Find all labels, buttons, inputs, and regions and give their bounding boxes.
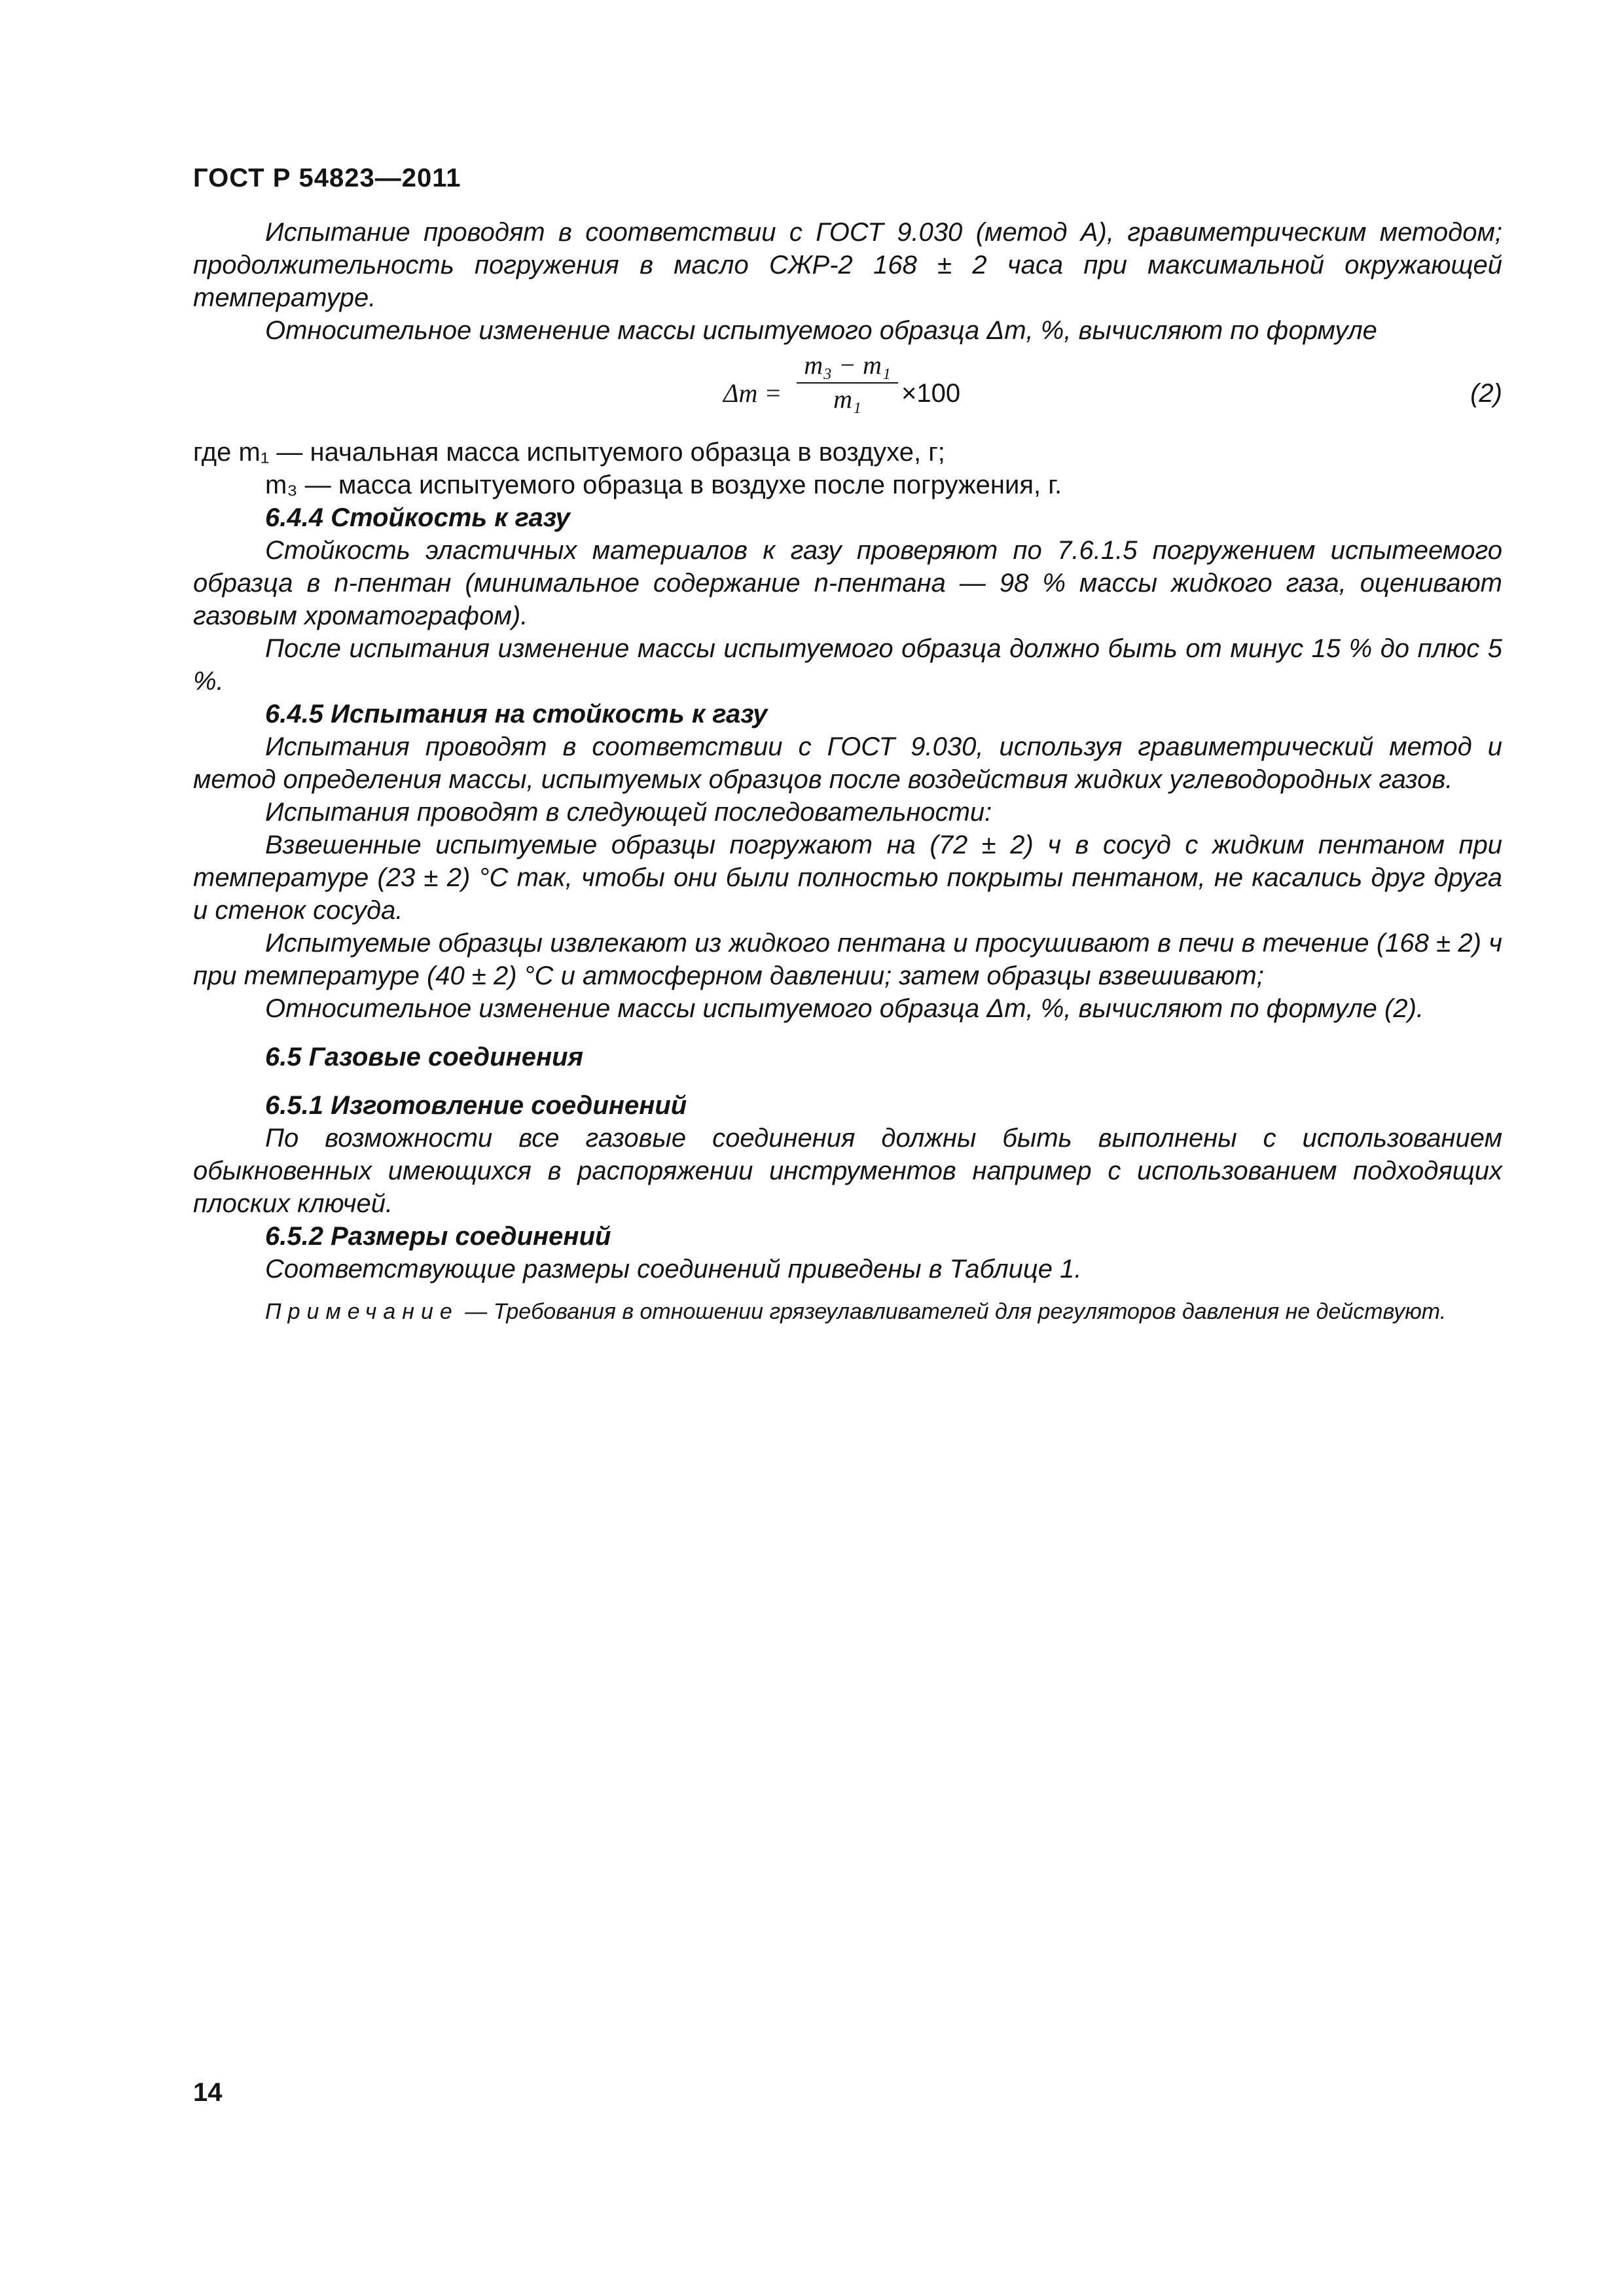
paragraph-dimensions: Соответствующие размеры соединений приведены в Таблице 1. [265, 1255, 1082, 1283]
formula-lhs: Δm = [723, 378, 782, 408]
document-header: ГОСТ Р 54823—2011 [193, 164, 461, 192]
formula-numerator: m₃ − m₁ [804, 350, 891, 380]
heading-6-4-5: 6.4.5 Испытания на стойкость к газу [265, 700, 768, 728]
formula-fraction [797, 351, 898, 414]
heading-6-4-4: 6.4.4 Стойкость к газу [265, 503, 570, 532]
note-label: Примечание [265, 1299, 459, 1324]
paragraph-mass-change-limits: После испытания изменение массы испытуемого образца должно быть от минус 15 % до плюс 5 %. [193, 634, 1502, 696]
paragraph-gas-resistance: Стойкость эластичных материалов к газу проверяют по 7.6.1.5 погружением испытеемого образца в n-пентан (минимальное содержание n-пентана — 98 % массы жидкого газа, оценивают газовым хроматографом). [193, 536, 1502, 630]
formula-denominator: m₁ [833, 384, 861, 414]
formula-rhs: ×100 [901, 379, 961, 408]
page-number: 14 [193, 2078, 223, 2107]
formula-row [193, 351, 1502, 436]
heading-6-5-1: 6.5.1 Изготовление соединений [265, 1091, 687, 1120]
document-body [193, 216, 1502, 1326]
paragraph-formula-ref: Относительное изменение массы испытуемого образца Δm, %, вычисляют по формуле (2). [265, 994, 1424, 1023]
note-text: — Требования в отношении грязеулавливателей для регуляторов давления не действуют. [458, 1299, 1447, 1324]
paragraph-immersion: Взвешенные испытуемые образцы погружают на (72 ± 2) ч в сосуд с жидким пентаном при температуре (23 ± 2) °С так, чтобы они были полностью покрыты пентаном, не касались друг друга и стенок сосуда. [193, 831, 1502, 925]
formula-number: (2) [1470, 379, 1502, 408]
paragraph-manufacturing: По возможности все газовые соединения должны быть выполнены с использованием обыкновенных имеющихся в распоряжении инструментов например с использованием подходящих плоских ключей. [193, 1124, 1502, 1218]
fraction-bar [797, 382, 898, 384]
heading-6-5: 6.5 Газовые соединения [265, 1043, 584, 1071]
where-m1: где m₁ — начальная масса испытуемого образца в воздухе, г; [193, 438, 945, 467]
heading-6-5-2: 6.5.2 Размеры соединений [265, 1222, 611, 1251]
paragraph-gost-method: Испытания проводят в соответствии с ГОСТ 9.030, используя гравиметрический метод и метод определения массы, испытуемых образцов после воздействия жидких углеводородных газов. [193, 732, 1502, 794]
paragraph-mass-change-intro: Относительное изменение массы испытуемого образца Δm, %, вычисляют по формуле [265, 316, 1377, 345]
paragraph-drying: Испытуемые образцы извлекают из жидкого пентана и просушивают в печи в течение (168 ± 2) ч при температуре (40 ± 2) °С и атмосферном давлении; затем образцы взвешивают; [193, 929, 1502, 990]
paragraph-test-method: Испытание проводят в соответствии с ГОСТ 9.030 (метод А), гравиметрическим методом; продолжительность погружения в масло СЖР-2 168 ± 2 часа при максимальной окружающей температуре. [193, 218, 1502, 312]
paragraph-sequence: Испытания проводят в следующей последовательности: [265, 798, 992, 827]
note [193, 1297, 1502, 1326]
where-m3: m₃ — масса испытуемого образца в воздухе после погружения, г. [265, 471, 1062, 499]
